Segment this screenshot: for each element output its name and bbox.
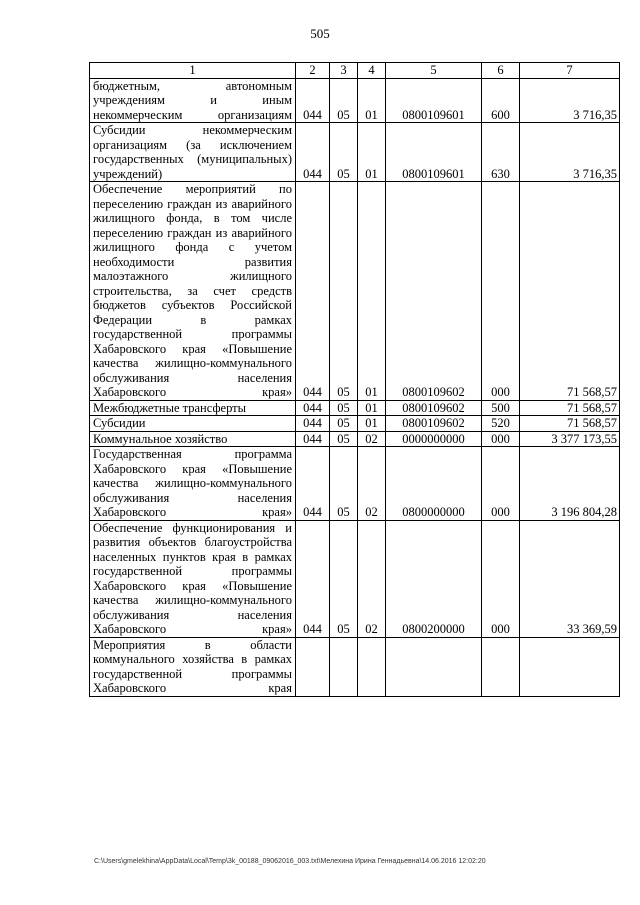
table-row [90,416,620,432]
table-row [90,637,620,696]
row-name: Мероприятия в области коммунального хозяйства в рамках государственной программы Хабаровского края [90,637,296,696]
cell-target-article: 0800000000 [386,447,482,521]
cell-ministry: 044 [296,447,330,521]
table-row [90,400,620,416]
row-name: Обеспечение функционирования и развития объектов благоустройства населенных пунктов края в рамках государственной программы Хабаровского края «Повышение качества жилищно-коммунального обслуживания населения Хабаровского края» [90,520,296,637]
header-col-2: 2 [296,63,330,79]
cell-expense-type [482,637,520,696]
budget-table [89,62,620,697]
cell-expense-type: 000 [482,447,520,521]
cell-subsection: 01 [358,416,386,432]
cell-target-article: 0800109602 [386,400,482,416]
cell-target-article: 0800109602 [386,416,482,432]
cell-section: 05 [330,431,358,447]
cell-target-article: 0000000000 [386,431,482,447]
cell-section: 05 [330,123,358,182]
cell-amount: 71 568,57 [520,400,620,416]
cell-ministry: 044 [296,400,330,416]
cell-section: 05 [330,520,358,637]
cell-target-article: 0800109602 [386,182,482,401]
cell-subsection: 01 [358,123,386,182]
cell-subsection: 01 [358,182,386,401]
table-row [90,182,620,401]
cell-subsection: 01 [358,400,386,416]
header-col-6: 6 [482,63,520,79]
table-row [90,520,620,637]
cell-amount: 3 716,35 [520,78,620,123]
cell-subsection: 02 [358,520,386,637]
cell-amount: 3 716,35 [520,123,620,182]
row-name: Субсидии некоммерческим организациям (за исключением государственных (муниципальных) учреждений) [90,123,296,182]
cell-target-article: 0800200000 [386,520,482,637]
cell-expense-type: 000 [482,520,520,637]
cell-amount: 3 196 804,28 [520,447,620,521]
table-row [90,78,620,123]
row-name: Государственная программа Хабаровского края «Повышение качества жилищно-коммунального обслуживания населения Хабаровского края» [90,447,296,521]
header-col-4: 4 [358,63,386,79]
cell-subsection [358,637,386,696]
cell-expense-type: 600 [482,78,520,123]
table-header-row [90,63,620,79]
header-col-5: 5 [386,63,482,79]
cell-ministry: 044 [296,123,330,182]
cell-ministry: 044 [296,416,330,432]
cell-amount: 71 568,57 [520,416,620,432]
cell-ministry [296,637,330,696]
cell-expense-type: 000 [482,182,520,401]
cell-section: 05 [330,447,358,521]
cell-target-article [386,637,482,696]
cell-ministry: 044 [296,78,330,123]
cell-amount: 71 568,57 [520,182,620,401]
cell-subsection: 01 [358,78,386,123]
cell-expense-type: 630 [482,123,520,182]
header-col-7: 7 [520,63,620,79]
cell-amount [520,637,620,696]
cell-ministry: 044 [296,182,330,401]
table-row [90,447,620,521]
cell-target-article: 0800109601 [386,123,482,182]
cell-section: 05 [330,416,358,432]
header-col-3: 3 [330,63,358,79]
cell-expense-type: 520 [482,416,520,432]
cell-section: 05 [330,182,358,401]
file-path-footer: C:\Users\gmelekhina\AppData\Local\Temp\3k_00188_09062016_003.txt\Мелехина Ирина Геннадьевна\14.06.2016 12:02:20 [94,858,486,865]
row-name: бюджетным, автономным учреждениям и иным некоммерческим организациям [90,78,296,123]
cell-section [330,637,358,696]
table-row [90,123,620,182]
header-col-1: 1 [90,63,296,79]
cell-ministry: 044 [296,520,330,637]
cell-section: 05 [330,78,358,123]
page-number: 505 [310,26,330,41]
cell-ministry: 044 [296,431,330,447]
cell-amount: 3 377 173,55 [520,431,620,447]
cell-target-article: 0800109601 [386,78,482,123]
table-row [90,431,620,447]
cell-expense-type: 000 [482,431,520,447]
cell-section: 05 [330,400,358,416]
row-name: Коммунальное хозяйство [90,431,296,447]
row-name: Субсидии [90,416,296,432]
cell-subsection: 02 [358,447,386,521]
row-name: Межбюджетные трансферты [90,400,296,416]
row-name: Обеспечение мероприятий по переселению граждан из аварийного жилищного фонда, в том числе переселению граждан из аварийного жилищного фонда с учетом необходимости развития малоэтажного жилищного строительства, за счет средств бюджетов субъектов Российской Федерации в рамках государственной программы Хабаровского края «Повышение качества жилищно-коммунального обслуживания населения Хабаровского края» [90,182,296,401]
cell-subsection: 02 [358,431,386,447]
cell-expense-type: 500 [482,400,520,416]
cell-amount: 33 369,59 [520,520,620,637]
